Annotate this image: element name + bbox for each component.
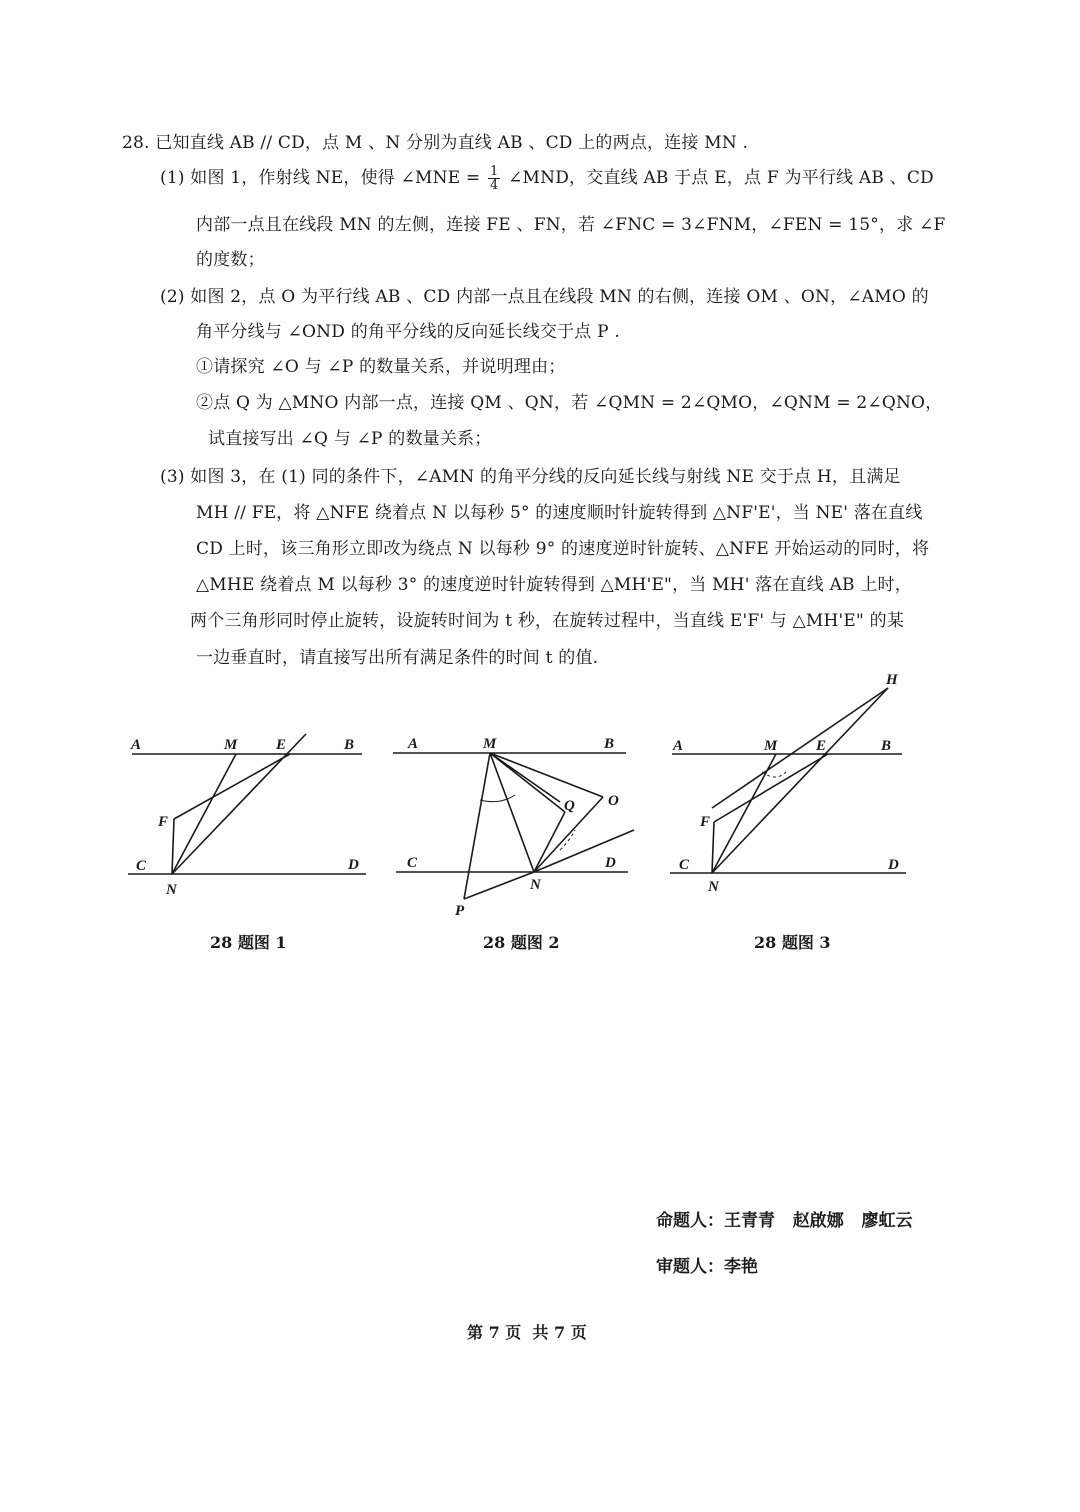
fig1-label-m: M [224, 737, 238, 753]
fig2-label-b: B [604, 736, 615, 752]
fig1-label-d: D [348, 857, 359, 873]
part2-line2: 角平分线与 ∠OND 的角平分线的反向延长线交于点 P . [196, 322, 620, 342]
figure-3-caption: 28 题图 3 [754, 933, 831, 952]
fig1-label-e: E [276, 737, 287, 753]
fig3-label-a: A [673, 738, 684, 754]
part2-sub2-line2: 试直接写出 ∠Q 与 ∠P 的数量关系； [208, 429, 492, 449]
part1-line1-b: ∠MND，交直线 AB 于点 E，点 F 为平行线 AB 、CD [508, 168, 934, 188]
fig1-label-a: A [131, 737, 142, 753]
part3-line3: CD 上时，该三角形立即改为绕点 N 以每秒 9° 的速度逆时针旋转、△NFE 开始运动的同时，将 [196, 539, 930, 559]
figure-2-caption: 28 题图 2 [483, 933, 560, 952]
fig1-label-b: B [344, 737, 355, 753]
part1-line3: 的度数； [196, 250, 265, 270]
fig3-line-mh [712, 688, 888, 808]
fig2-label-q: Q [564, 798, 575, 814]
part2-sub2-line1: ②点 Q 为 △MNO 内部一点，连接 QM 、QN，若 ∠QMN = 2∠QMO，∠QNM = 2∠QNO， [196, 393, 943, 413]
part2-line1: (2) 如图 2，点 O 为平行线 AB 、CD 内部一点且在线段 MN 的右侧，连接 OM 、ON，∠AMO 的 [160, 287, 929, 307]
fig2-label-p: P [455, 903, 465, 919]
part3-line1: (3) 如图 3，在 (1) 同的条件下，∠AMN 的角平分线的反向延长线与射线 NE 交于点 H，且满足 [160, 467, 901, 487]
fig3-label-n: N [708, 879, 719, 895]
setter-names: 王青青 赵啟娜 廖虹云 [724, 1211, 913, 1231]
fig3-ray-nh [712, 688, 888, 873]
fig2-label-n: N [530, 877, 541, 893]
part3-line5: 两个三角形同时停止旋转，设旋转时间为 t 秒，在旋转过程中，当直线 E'F' 与 △MH'E" 的某 [190, 611, 905, 631]
fig2-label-d: D [605, 855, 616, 871]
fig3-label-c: C [679, 857, 690, 873]
problem-intro: 28. 已知直线 AB // CD，点 M 、N 分别为直线 AB 、CD 上的两点，连接 MN . [122, 133, 749, 153]
fig3-label-f: F [700, 814, 711, 830]
fig3-label-d: D [888, 857, 899, 873]
fraction-denominator: 4 [490, 178, 499, 193]
fig3-label-m: M [764, 738, 778, 754]
part1-line2: 内部一点且在线段 MN 的左侧，连接 FE 、FN，若 ∠FNC = 3∠FNM，∠FEN = 15°，求 ∠F [196, 215, 946, 235]
fig3-label-h: H [886, 672, 898, 688]
part3-line4: △MHE 绕着点 M 以每秒 3° 的速度逆时针旋转得到 △MH'E"，当 MH' 落在直线 AB 上时， [196, 575, 912, 595]
part3-line2: MH // FE，将 △NFE 绕着点 N 以每秒 5° 的速度顺时针旋转得到 △NF'E'，当 NE' 落在直线 [196, 503, 923, 523]
setter-label: 命题人： [656, 1211, 724, 1231]
fraction-numerator: 1 [490, 164, 499, 179]
fig1-label-n: N [166, 882, 177, 898]
reviewer-label: 审题人： [656, 1257, 724, 1277]
fig1-label-f: F [158, 814, 169, 830]
fig2-label-c: C [407, 855, 418, 871]
fig2-label-o: O [608, 793, 619, 809]
fig3-label-e: E [816, 738, 827, 754]
fig1-label-c: C [136, 858, 147, 874]
part2-sub1: ①请探究 ∠O 与 ∠P 的数量关系，并说明理由； [196, 357, 566, 377]
part3-line6: 一边垂直时，请直接写出所有满足条件的时间 t 的值. [196, 648, 599, 668]
fig2-label-a: A [408, 736, 419, 752]
setter-signature [656, 1206, 913, 1231]
fig3-segment-fn [712, 822, 714, 873]
reviewer-name: 李艳 [724, 1257, 758, 1277]
page-footer: 第 7 页 共 7 页 [467, 1323, 587, 1342]
figure-1-caption: 28 题图 1 [210, 933, 287, 952]
part1-line1-a: (1) 如图 1，作射线 NE，使得 ∠MNE = [160, 168, 481, 188]
reviewer-signature [656, 1252, 758, 1277]
fig3-segment-mn [712, 754, 776, 873]
fig2-label-m: M [483, 736, 497, 752]
fig3-label-b: B [881, 738, 892, 754]
